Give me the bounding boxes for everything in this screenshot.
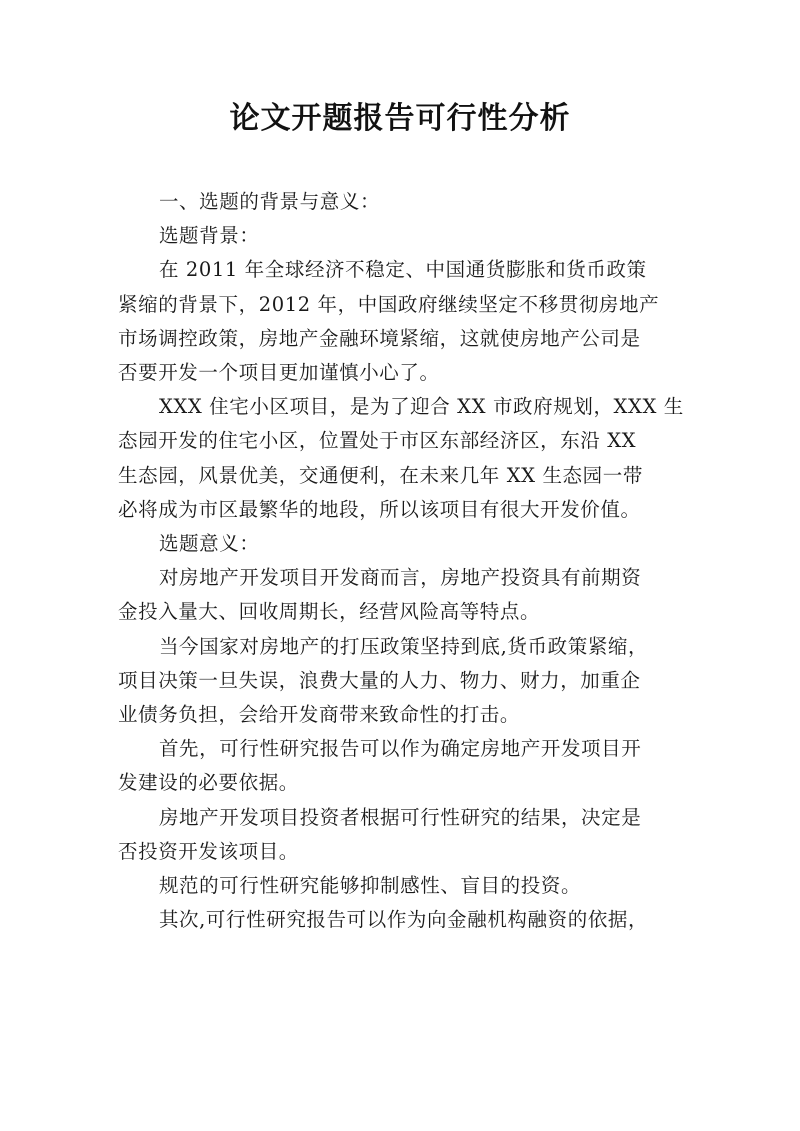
text-line: 对房地产开发项目开发商而言，房地产投资具有前期资 [158,566,642,590]
paragraph-first-basis [118,732,690,800]
paragraph-investor-decision [118,801,690,869]
document-body [118,185,690,937]
text-line: 否要开发一个项目更加谨慎小心了。 [118,361,440,385]
document-title: 论文开题报告可行性分析 [229,101,571,136]
text-line: 房地产开发项目投资者根据可行性研究的结果，决定是 [158,805,642,829]
paragraph-second-basis [118,903,690,937]
text-line: XXX 住宅小区项目，是为了迎合 XX 市政府规划，XXX 生 [158,395,684,419]
text-line: 生态园，风景优美，交通便利，在未来几年 XX 生态园一带 [118,463,643,487]
text-line: 在 2011 年全球经济不稳定、中国通货膨胀和货币政策 [158,258,647,282]
paragraph-economic-context [118,253,690,390]
text-line: 必将成为市区最繁华的地段，所以该项目有很大开发价值。 [118,497,641,521]
paragraph-policy-risk [118,630,690,733]
text-line: 否投资开发该项目。 [118,839,299,863]
text-line: 金投入量大、回收周期长，经营风险高等特点。 [118,600,541,624]
text-line: 选题背景： [158,224,260,248]
text-line: 业债务负担，会给开发商带来致命性的打击。 [118,703,521,727]
text-line: 发建设的必要依据。 [118,771,299,795]
text-line: 一、选题的背景与意义： [158,190,381,213]
subheading-significance [118,527,690,561]
paragraph-project-description [118,390,690,527]
text-line: 项目决策一旦失误，浪费大量的人力、物力、财力，加重企 [118,668,641,692]
text-line: 当今国家对房地产的打压政策坚持到底,货币政策紧缩， [158,634,649,658]
section-heading-background-significance [118,185,690,219]
paragraph-rational-investment [118,869,690,903]
subheading-background [118,219,690,253]
text-line: 其次,可行性研究报告可以作为向金融机构融资的依据， [158,908,649,932]
paragraph-investment-characteristics [118,561,690,629]
text-line: 首先，可行性研究报告可以作为确定房地产开发项目开 [158,737,642,761]
text-line: 态园开发的住宅小区，位置处于市区东部经济区，东沿 XX [118,429,637,453]
text-line: 选题意义： [158,532,260,556]
text-line: 规范的可行性研究能够抑制感性、盲目的投资。 [158,874,582,898]
text-line: 紧缩的背景下，2012 年，中国政府继续坚定不移贯彻房地产 [118,292,660,316]
text-line: 市场调控政策，房地产金融环境紧缩，这就使房地产公司是 [118,326,641,350]
